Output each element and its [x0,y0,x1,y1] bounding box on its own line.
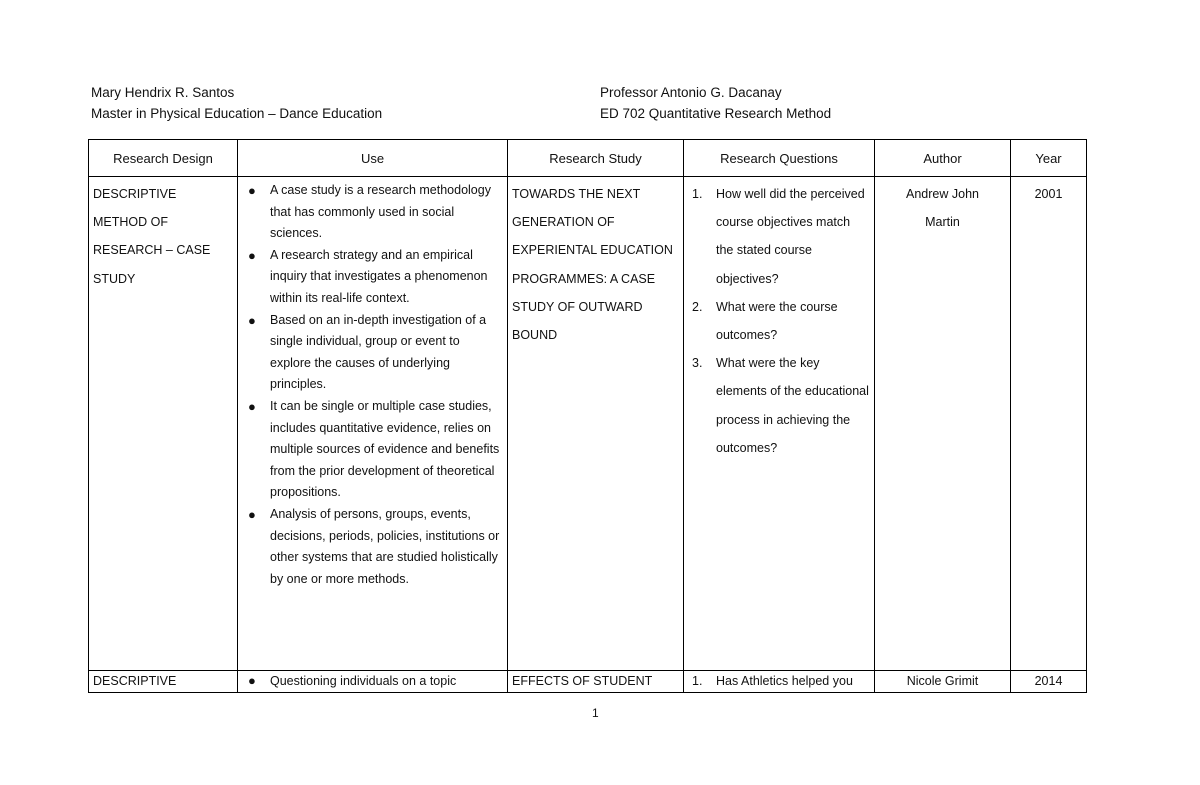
cell-use [238,671,508,693]
professor-name: Professor Antonio G. Dacanay [600,85,782,100]
study-line: PROGRAMMES: A CASE [512,271,656,286]
bullet-icon: ● [248,183,256,198]
cell-author [875,177,1011,671]
year-value: 2014 [1034,674,1063,688]
cell-year [1011,671,1087,693]
study-line: EXPERIENTAL EDUCATION [512,243,673,258]
cell-research-study [508,671,684,693]
author-line: Nicole Grimit [906,674,979,688]
cell-research-design [89,671,238,693]
design-line: STUDY [93,271,136,286]
course-info [600,82,831,124]
use-bullet-list [242,180,503,590]
design-line: DESCRIPTIVE [93,187,177,201]
bullet-icon: ● [248,247,256,263]
study-line: STUDY OF OUTWARD [512,299,643,314]
column-header-research-study: Research Study [508,140,684,177]
cell-research-questions [684,177,875,671]
design-line: DESCRIPTIVE [93,674,177,688]
list-item: ● It can be single or multiple case studies, includes quantitative evidence, relies on multiple sources of evidence and benefits from the prior development of theoretical propositions. [242,396,503,504]
design-line: METHOD OF [93,215,168,230]
cell-use [238,177,508,671]
column-header-use: Use [238,140,508,177]
bullet-icon: ● [248,398,256,414]
column-header-year: Year [1011,140,1087,177]
list-item: ● Analysis of persons, groups, events, decisions, periods, policies, institutions or other systems that are studied holistically by one or more methods. [242,504,503,590]
column-header-research-design: Research Design [89,140,238,177]
author-line: Andrew John [906,187,979,201]
list-item: 1. Has Athletics helped you [692,674,853,688]
student-name: Mary Hendrix R. Santos [91,85,235,100]
study-line: TOWARDS THE NEXT [512,187,641,201]
bullet-icon: ● [248,673,256,688]
cell-research-questions [684,671,875,693]
table-row [89,177,1087,671]
page-number: 1 [592,706,599,720]
table-row [89,671,1087,693]
course-title: ED 702 Quantitative Research Method [600,106,832,121]
list-item: 3. What were the key elements of the educational process in achieving the outcomes? [692,356,869,455]
design-line: RESEARCH – CASE [93,243,211,258]
study-line: BOUND [512,328,558,343]
use-bullet-list [242,671,503,691]
cell-research-study [508,177,684,671]
study-line: EFFECTS OF STUDENT [512,674,653,688]
column-header-author: Author [875,140,1011,177]
cell-research-design [89,177,238,671]
column-header-research-questions: Research Questions [684,140,875,177]
cell-year [1011,177,1087,671]
study-line: GENERATION OF [512,215,615,230]
year-value: 2001 [1034,187,1063,201]
table-header-row [89,140,1087,177]
student-info [91,82,382,124]
author-line: Martin [925,215,960,230]
list-item: ● Based on an in-depth investigation of a single individual, group or event to explore the causes of underlying principles. [242,310,503,396]
program-name: Master in Physical Education – Dance Education [91,106,383,121]
bullet-icon: ● [248,506,256,522]
list-item: ● A research strategy and an empirical inquiry that investigates a phenomenon within its real-life context. [242,245,503,310]
research-design-table [88,139,1087,693]
bullet-icon: ● [248,312,256,328]
list-item: 2. What were the course outcomes? [692,299,838,343]
list-item: 1. How well did the perceived course objectives match the stated course objectives? [692,187,865,286]
questions-list [688,671,870,691]
list-item: ● Questioning individuals on a topic [242,671,503,691]
questions-list [688,180,870,462]
cell-author [875,671,1011,693]
list-item: ● A case study is a research methodology that has commonly used in social sciences. [242,180,503,245]
